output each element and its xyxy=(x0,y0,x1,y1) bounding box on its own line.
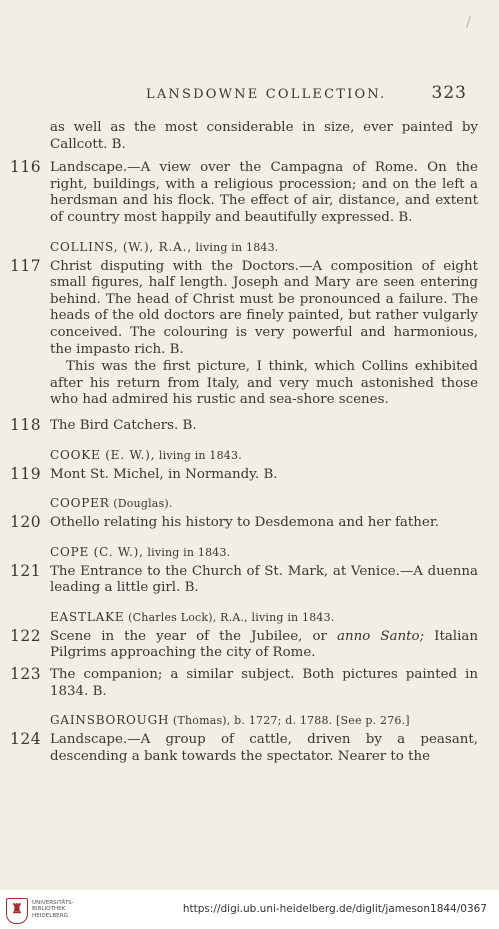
entry-number: 117 xyxy=(10,256,42,275)
catalogue-entry-123 xyxy=(10,667,478,700)
entry-text: The companion; a similar subject. Both pictures painted in 1834. B. xyxy=(50,667,478,699)
entry-number: 120 xyxy=(10,513,42,532)
artist-heading-cope: COPE (C. W.), living in 1843. xyxy=(50,544,231,559)
entry-text: The Entrance to the Church of St. Mark, at Venice.—A duenna leading a little girl. B. xyxy=(50,563,478,596)
catalogue-entry-121 xyxy=(10,561,478,597)
catalogue-entry-116 xyxy=(10,160,478,226)
running-head: LANSDOWNE COLLECTION. xyxy=(146,87,387,102)
entry-text: Landscape.—A view over the Campagna of Rome. On the right, buildings, with a religious procession; and on the left a herdsman and his flock. The effect of air, distance, and extent of country most happily and beautifully expressed. B. xyxy=(50,160,478,225)
entry-number: 116 xyxy=(10,158,42,177)
entry-text: Mont St. Michel, in Normandy. B. xyxy=(50,466,278,482)
university-seal-icon: ♜ xyxy=(6,898,28,924)
entry-number: 121 xyxy=(10,561,42,580)
page-header xyxy=(120,83,467,105)
page-body xyxy=(10,120,478,765)
catalogue-entry-124 xyxy=(10,732,478,765)
viewer-footer xyxy=(0,890,499,929)
artist-heading-cooke: COOKE (E. W.), living in 1843. xyxy=(50,447,242,462)
entry-number: 123 xyxy=(10,665,42,684)
entry-number: 118 xyxy=(10,415,42,434)
catalogue-entry-120 xyxy=(10,515,478,532)
artist-heading-eastlake: EASTLAKE (Charles Lock), R.A., living in 1843. xyxy=(50,609,335,624)
italic-phrase: anno Santo; xyxy=(337,628,425,644)
artist-heading-cooper: COOPER (Douglas). xyxy=(50,496,173,511)
entry-text: Scene in the year of the Jubilee, or anno Santo; Italian Pilgrims approaching the city of Rome. xyxy=(50,628,478,661)
library-logo-text: UNIVERSITÄTS- BIBLIOTHEK HEIDELBERG xyxy=(32,900,74,919)
page-number: 323 xyxy=(431,83,467,103)
entry-number: 124 xyxy=(10,730,42,749)
entry-text: Landscape.—A group of cattle, driven by a peasant, descending a bank towards the spectator. Nearer to the xyxy=(50,732,478,764)
margin-pencil-mark xyxy=(466,16,471,28)
entry-number: 122 xyxy=(10,626,42,645)
entry-text: Othello relating his history to Desdemona and her father. xyxy=(50,515,440,531)
entry-text-continued: This was the first picture, I think, which Collins exhibited after his return from Italy, and very much astonished those who had admired his rustic and sea-shore scenes. xyxy=(50,359,478,408)
catalogue-entry-122 xyxy=(10,626,478,662)
catalogue-entry-119 xyxy=(10,464,478,484)
entry-number: 119 xyxy=(10,464,42,483)
entry-text: Christ disputing with the Doctors.—A composition of eight small figures, half length. Joseph and Mary are seen entering behind. The head of Christ must be pronounced a failure. The heads of the old doctors are finely painted, but rather vulgarly conceived. The colouring is very powerful and harmonious, the impasto rich. B. xyxy=(50,258,478,357)
catalogue-entry-118 xyxy=(10,415,478,435)
intro-paragraph: as well as the most considerable in size, ever painted by Callcott. B. xyxy=(50,120,478,152)
artist-heading-collins: COLLINS, (W.), R.A., living in 1843. xyxy=(50,239,279,254)
artist-heading-gainsborough: GAINSBOROUGH (Thomas), b. 1727; d. 1788. [See p. 276.] xyxy=(50,713,410,728)
entry-text: The Bird Catchers. B. xyxy=(50,417,197,433)
catalogue-entry-117 xyxy=(10,256,478,409)
source-url-link[interactable]: https://digi.ub.uni-heidelberg.de/diglit/jameson1844/0367 xyxy=(182,903,487,915)
